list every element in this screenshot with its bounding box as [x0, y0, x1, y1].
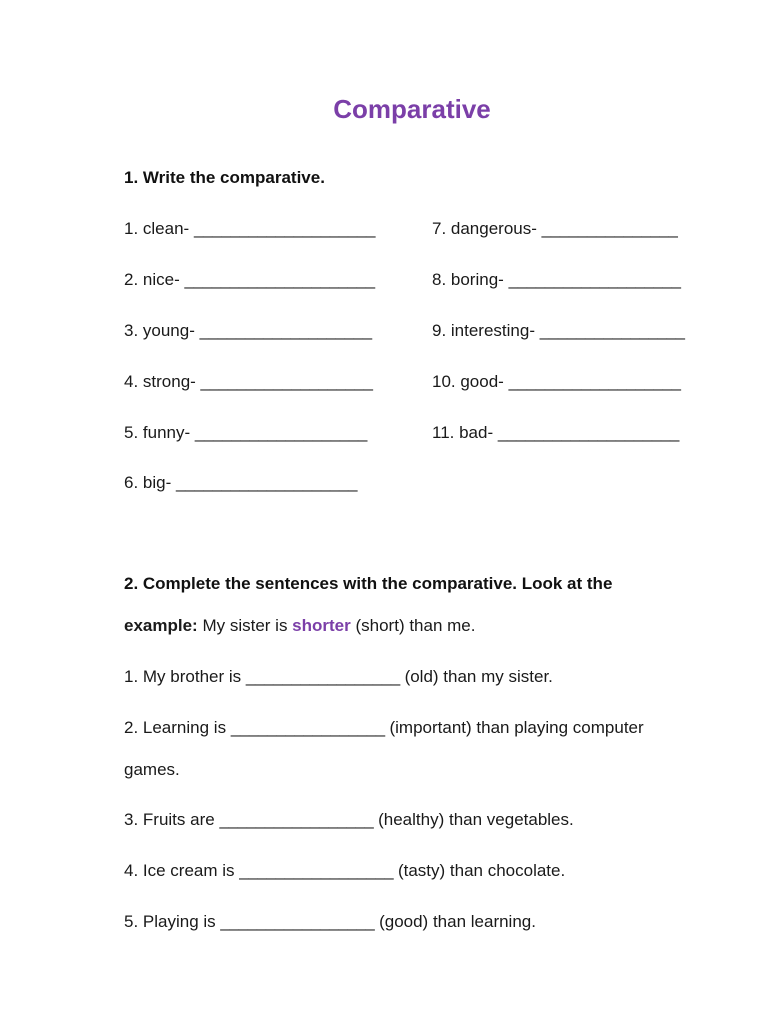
sentence-start: 5. Playing is	[124, 912, 216, 931]
answer-blank[interactable]: _______________	[541, 219, 678, 238]
answer-blank[interactable]: _________________	[230, 718, 385, 737]
answer-blank[interactable]: ____________________	[175, 473, 358, 492]
exercise-item-3	[124, 321, 372, 341]
answer-blank[interactable]: _____________________	[184, 270, 375, 289]
answer-blank[interactable]: ___________________	[194, 423, 367, 442]
sentence-2-continued	[124, 760, 180, 780]
example-answer: shorter	[292, 616, 351, 635]
answer-blank[interactable]: _________________	[219, 810, 374, 829]
example-label: example:	[124, 616, 198, 635]
sentence-start: games.	[124, 760, 180, 779]
sentence-start: 1. My brother is	[124, 667, 242, 686]
exercise-item-6	[124, 473, 357, 493]
item-label: 10. good-	[432, 372, 504, 391]
answer-blank[interactable]: ____________________	[497, 423, 679, 442]
exercise-item-8	[432, 270, 681, 290]
answer-blank[interactable]: _________________	[239, 861, 394, 880]
sentence-end: (good) than learning.	[379, 912, 536, 931]
answer-blank[interactable]: _________________	[220, 912, 375, 931]
section1-heading: 1. Write the comparative.	[124, 168, 325, 187]
item-label: 8. boring-	[432, 270, 504, 289]
sentence-end: (old) than my sister.	[404, 667, 553, 686]
sentence-start: 2. Learning is	[124, 718, 227, 737]
item-label: 6. big-	[124, 473, 172, 492]
item-label: 9. interesting-	[432, 321, 535, 340]
item-label: 5. funny-	[124, 423, 191, 442]
sentence-4	[124, 861, 565, 881]
example-text-before: My sister is	[202, 616, 288, 635]
exercise-item-11	[432, 423, 679, 443]
item-label: 3. young-	[124, 321, 195, 340]
exercise-item-5	[124, 423, 367, 443]
item-label: 11. bad-	[432, 423, 494, 442]
sentence-1	[124, 667, 553, 687]
exercise-item-7	[432, 219, 677, 239]
item-label: 2. nice-	[124, 270, 180, 289]
sentence-3	[124, 810, 574, 830]
answer-blank[interactable]: ___________________	[508, 372, 681, 391]
item-label: 1. clean-	[124, 219, 190, 238]
section2-heading: 2. Complete the sentences with the comparative. Look at the	[124, 574, 613, 593]
sentence-start: 3. Fruits are	[124, 810, 215, 829]
sentence-5	[124, 912, 536, 932]
item-label: 7. dangerous-	[432, 219, 537, 238]
exercise-item-9	[432, 321, 685, 341]
sentence-end: (tasty) than chocolate.	[397, 861, 566, 880]
exercise-item-10	[432, 372, 681, 392]
exercise-item-1	[124, 219, 375, 239]
example-sentence	[124, 616, 475, 636]
answer-blank[interactable]: ________________	[539, 321, 685, 340]
example-text-after: (short) than me.	[355, 616, 476, 635]
answer-blank[interactable]: ___________________	[508, 270, 681, 289]
exercise-item-2	[124, 270, 375, 290]
sentence-end: (important) than playing computer	[389, 718, 644, 737]
answer-blank[interactable]: ___________________	[200, 372, 373, 391]
sentence-2	[124, 718, 644, 738]
sentence-start: 4. Ice cream is	[124, 861, 235, 880]
exercise-item-4	[124, 372, 373, 392]
answer-blank[interactable]: _________________	[245, 667, 400, 686]
page-title: Comparative	[333, 94, 491, 124]
answer-blank[interactable]: ____________________	[193, 219, 376, 238]
answer-blank[interactable]: ___________________	[199, 321, 372, 340]
item-label: 4. strong-	[124, 372, 196, 391]
sentence-end: (healthy) than vegetables.	[378, 810, 574, 829]
